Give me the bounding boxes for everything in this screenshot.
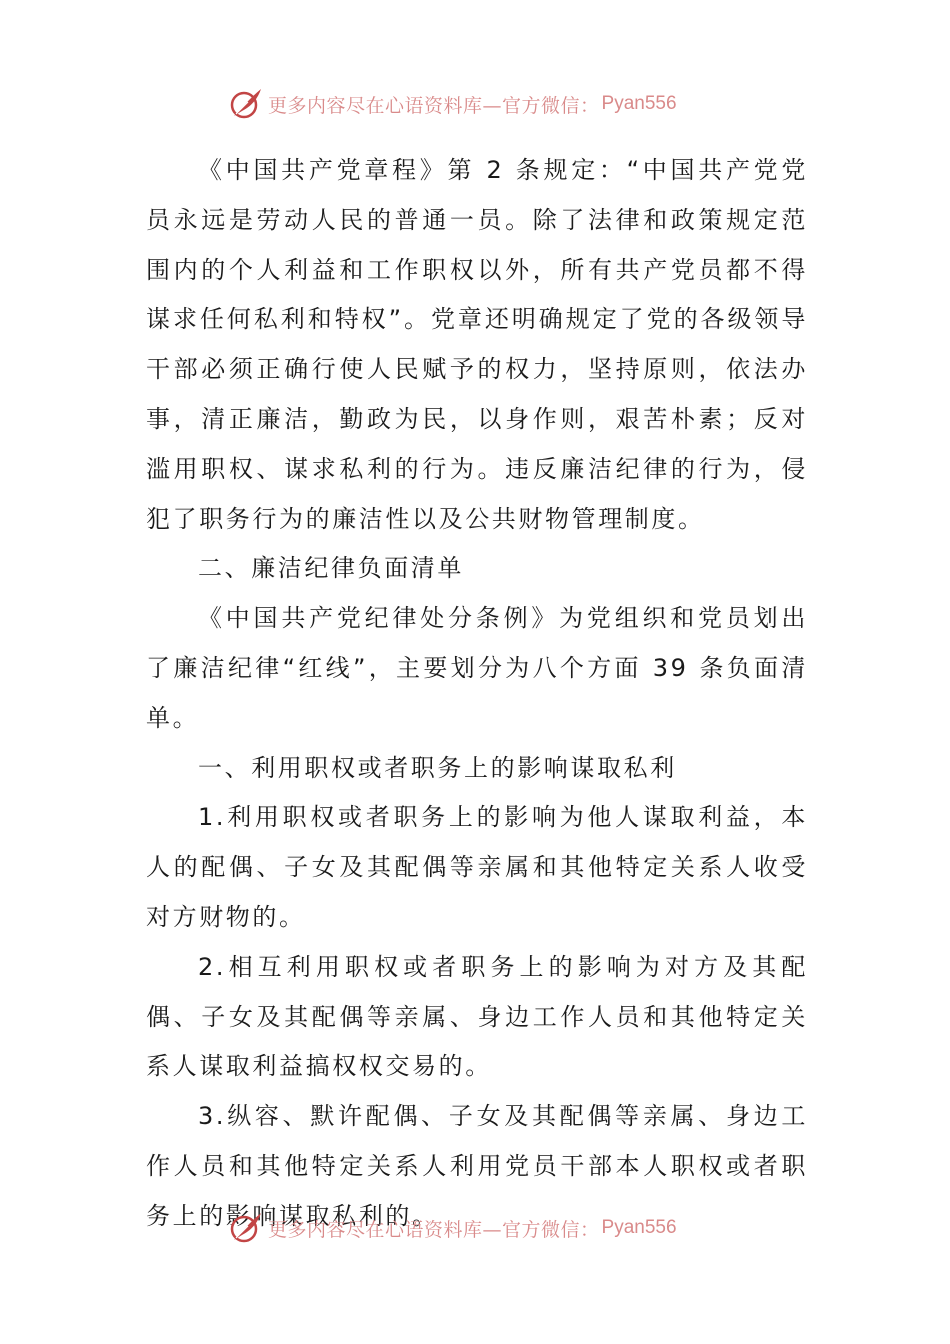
list-item-3: 3.纵容、默许配偶、子女及其配偶等亲属、身边工作人员和其他特定关系人利用党员干部本人职权或者职务上的影响谋取私利的。: [146, 1102, 808, 1230]
section-heading-negative-list: 二、廉洁纪律负面清单: [198, 554, 464, 583]
watermark-text: 更多内容尽在心语资料库—官方微信：: [268, 94, 600, 117]
watermark-text: 更多内容尽在心语资料库—官方微信：: [268, 1218, 600, 1241]
paragraph-party-constitution: 《中国共产党章程》第 2 条规定：“中国共产党党员永远是劳动人民的普通一员。除了法律和政策规定范围内的个人利益和工作职权以外，所有共产党员都不得谋求任何私利和特权”。党章还明确规定了党的各级领导干部必须正确行使人民赋予的权力，坚持原则，依法办事，清正廉洁，勤政为民，以身作则，艰苦朴素；反对滥用职权、谋求私利的行为。违反廉洁纪律的行为，侵犯了职务行为的廉洁性以及公共财物管理制度。: [146, 156, 808, 533]
header-watermark: [228, 84, 677, 124]
subsection-heading-abuse-of-power: 一、利用职权或者职务上的影响谋取私利: [198, 753, 677, 782]
watermark-wechat-id: Pyan556: [601, 93, 677, 114]
list-item-2: 2.相互利用职权或者职务上的影响为对方及其配偶、子女及其配偶等亲属、身边工作人员和其他特定关系人谋取利益搞权权交易的。: [146, 952, 808, 1081]
footer-watermark: [228, 1208, 677, 1248]
quill-logo-icon: [228, 1210, 264, 1246]
document-body: [146, 146, 808, 1242]
watermark-wechat-id: Pyan556: [601, 1217, 677, 1238]
paragraph-discipline-regulations: 《中国共产党纪律处分条例》为党组织和党员划出了廉洁纪律“红线”，主要划分为八个方面 39 条负面清单。: [146, 604, 808, 732]
list-item-1: 1.利用职权或者职务上的影响为他人谋取利益，本人的配偶、子女及其配偶等亲属和其他特定关系人收受对方财物的。: [146, 803, 808, 931]
quill-logo-icon: [228, 86, 264, 122]
